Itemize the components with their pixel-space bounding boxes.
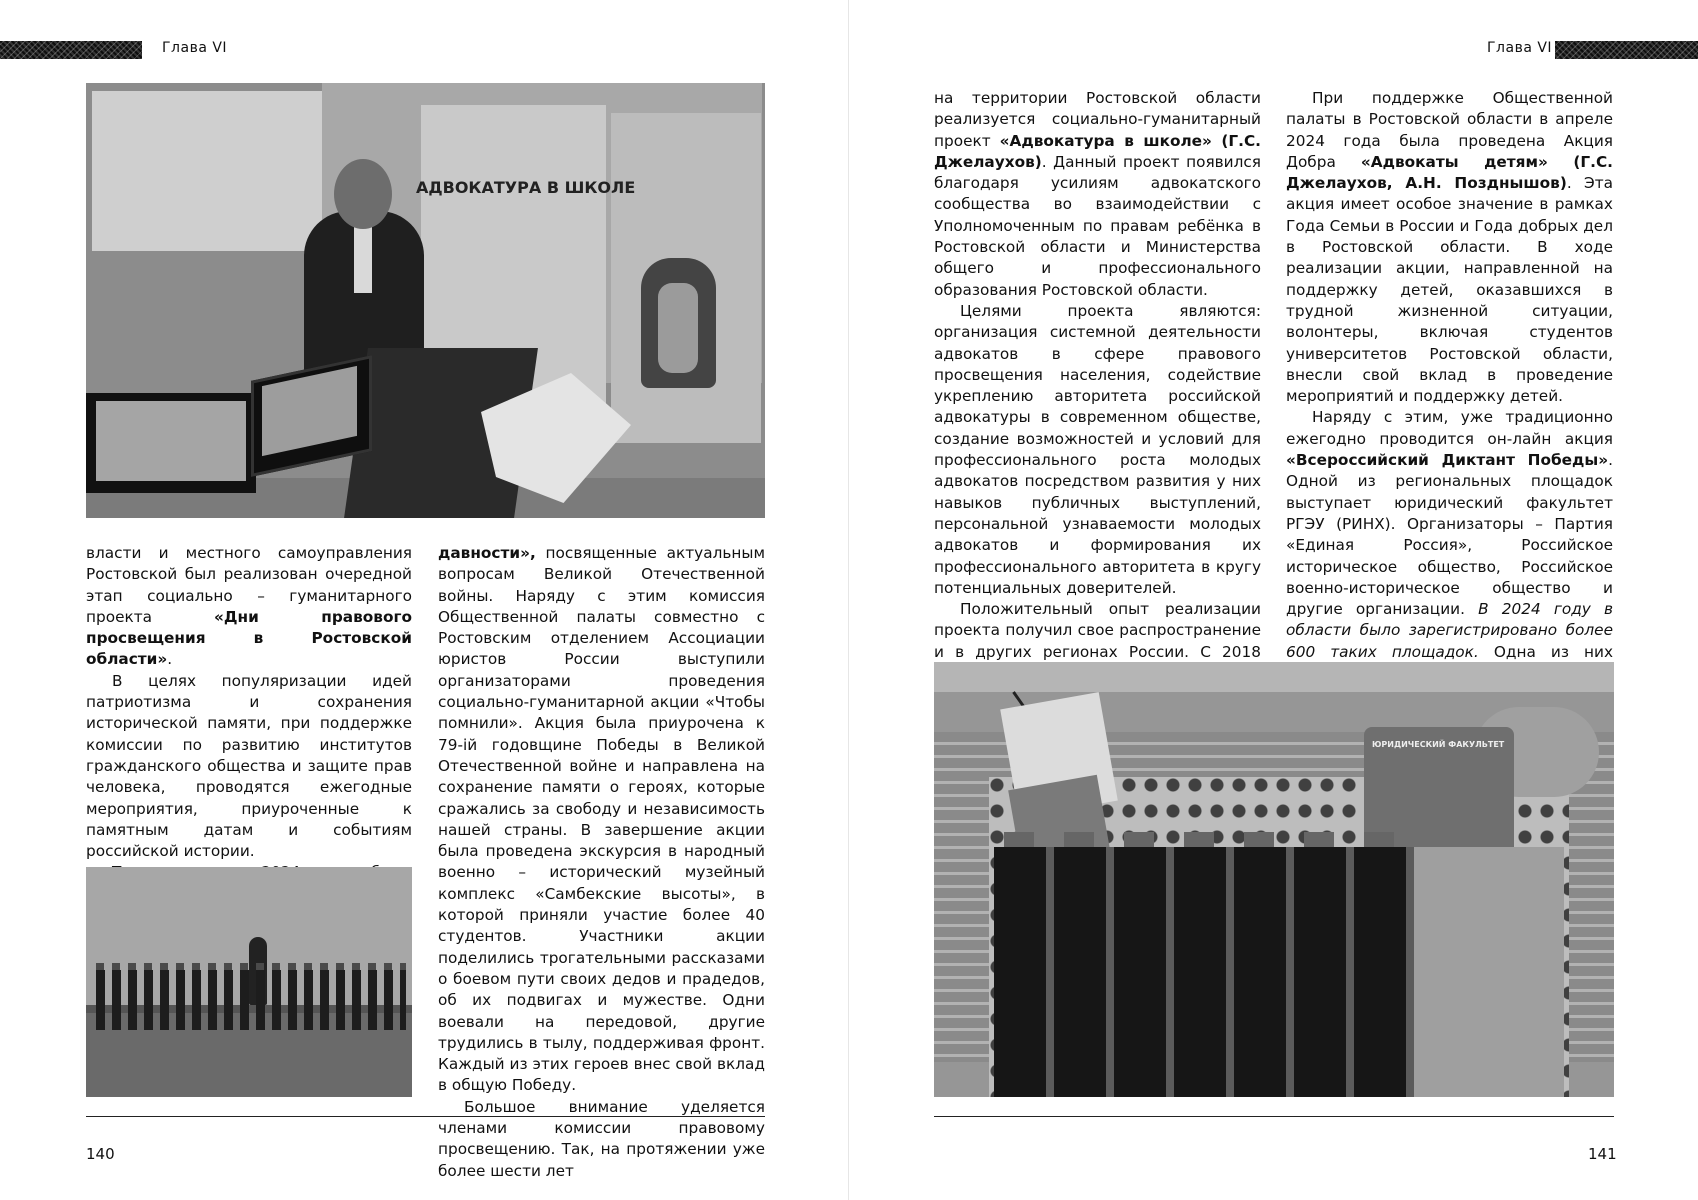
- photo-students-stadium-group: [934, 662, 1614, 1097]
- left-column-2: [438, 543, 765, 1182]
- paragraph: Наряду с этим, уже традиционно ежегодно проводится он-лайн акция «Всероссийский Диктант Победы». Одной из региональных площадок выступает юридический факультет РГЭУ (РИНХ). Организаторы – Партия «Единая Россия», Российское историческое общество, Российское военно-историческое общество и другие организации. В 2024 году в области было зарегистрировано более 600 таких площадок. Одна из них: [1286, 408, 1613, 661]
- paragraph: В целях популяризации идей патриотизма и сохранения исторической памяти, при поддержке комиссии по развитию институтов гражданского общества и защите прав человека, проводятся ежегодные мероприятия, приуроченные к памятным датам и событиям российской истории.: [86, 671, 412, 861]
- photo-banner-text: ЮРИДИЧЕСКИЙ ФАКУЛЬТЕТ: [1372, 740, 1505, 749]
- photo-lecture-advokatura: [86, 83, 765, 518]
- page-number: 141: [1588, 1145, 1617, 1163]
- right-column-1: [934, 88, 1261, 706]
- chapter-header: Глава VI: [1487, 40, 1553, 56]
- header-decor-bar: [1555, 41, 1698, 59]
- paragraph: власти и местного самоуправления Ростовской был реализован очередной этап социально – гуманитарного проекта «Дни правового просвещения в Ростовской области».: [86, 544, 412, 669]
- right-page: [849, 0, 1698, 1200]
- footer-rule: [86, 1116, 765, 1117]
- paragraph: Положительный опыт реализации проекта получил свое распространение и в других регионах России. С 2018: [934, 600, 1261, 661]
- right-column-2: [1286, 88, 1613, 727]
- paragraph: Целями проекта являются: организация системной деятельности адвокатов в сфере правового просвещения населения, содействие укреплению авторитета российской адвокатуры в современном обществе, создание возможностей и условий для профессионального роста молодых адвокатов посредством развития у них навыков публичных выступлений, персональной узнаваемости молодых адвокатов и формирования их профессионального авторитета в кругу потенциальных доверителей.: [934, 301, 1261, 597]
- paragraph: При поддержке Общественной палаты в Ростовской области в апреле 2024 года была проведена Акция Добра «Адвокаты детям» (Г.С. Джелаухов, А.Н. Позднышов). Эта акция имеет особое значение в рамках Года Семьи в России и Года добрых дел в Ростовской области. В ходе реализации акции, направленной на поддержку детей, оказавшихся в трудной жизненной ситуации, волонтеры, включая студентов университетов Ростовской области, внесли свой вклад в проведение мероприятий и поддержку детей.: [1286, 89, 1613, 406]
- photo-sambek-heights-group: [86, 867, 412, 1097]
- header-decor-bar: [0, 41, 142, 59]
- paragraph: на территории Ростовской области реализуется социально-гуманитарный проект «Адвокатура в школе» (Г.С. Джелаухов). Данный проект появился благодаря усилиям адвокатского сообщества во взаимодействии с Уполномоченным по правам ребёнка в Ростовской области и Министерства общего и профессионального образования Ростовской области.: [934, 89, 1261, 299]
- page-number: 140: [86, 1145, 115, 1163]
- paragraph: Большое внимание уделяется членами комиссии правовому просвещению. Так, на протяжении уже более шести лет: [438, 1097, 765, 1180]
- chapter-header: Глава VI: [162, 40, 228, 56]
- photo-banner-text: АДВОКАТУРА В ШКОЛЕ: [416, 178, 636, 197]
- paragraph: давности», посвященные актуальным вопросам Великой Отечественной войны. Наряду с этим комиссия Общественной палаты совместно с Ростовским отделением Ассоциации юристов России выступили организаторами проведения социально-гуманитарной акции «Чтобы помнили». Акция была приурочена к 79-ій годовщине Победы в Великой Отечественной войне и направлена на сохранение памяти о героях, которые сражались за свободу и независимость нашей страны. В завершение акции была проведена экскурсия в народный военно – исторический музейный комплекс «Самбекские высоты», в которой приняли участие более 40 студентов. Участники акции поделились трогательными рассказами о боевом пути своих дедов и прадедов, об их подвигах и мужестве. Одни воевали на передовой, другие трудились в тылу, поддерживая фронт. Каждый из этих героев внес свой вклад в общую Победу.: [438, 544, 765, 1095]
- footer-rule: [934, 1116, 1614, 1117]
